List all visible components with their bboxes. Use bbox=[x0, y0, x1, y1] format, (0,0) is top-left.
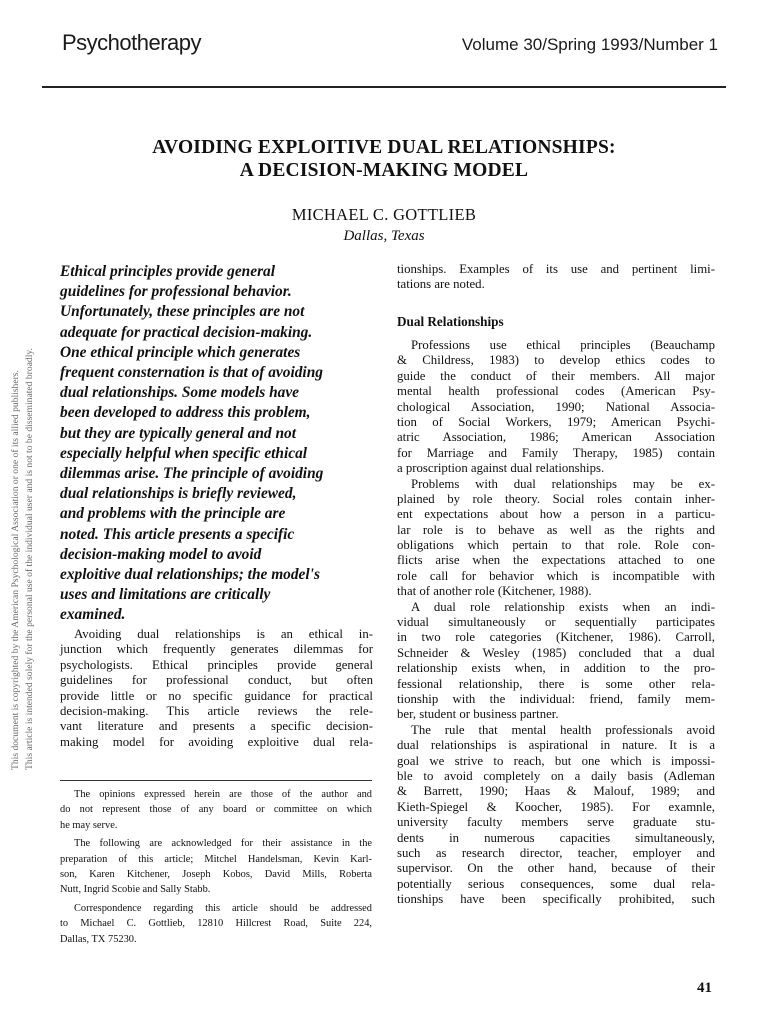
footnote-line: son, Karen Kitchener, Joseph Kobos, David Mills, Roberta bbox=[60, 868, 372, 880]
copyright-notice bbox=[4, 240, 40, 770]
copyright-notice-line-2: This article is intended solely for the personal use of the individual user and is not to be disseminated broadly. bbox=[24, 348, 35, 770]
intro-line: guidelines for professional conduct, but often bbox=[60, 673, 373, 688]
footnote-fn3 bbox=[60, 903, 372, 949]
abstract-line: Unfortunately, these principles are not bbox=[60, 303, 305, 321]
body-line: lar role is to behave as well as the rights and bbox=[397, 522, 715, 537]
abstract-line: frequent consternation is that of avoiding bbox=[60, 364, 323, 382]
body-line: flicts arise when the expectations attached to one bbox=[397, 553, 715, 568]
footnote-fn1 bbox=[60, 789, 372, 835]
intro-line: psychologists. Ethical principles provide general bbox=[60, 657, 373, 672]
article-title bbox=[40, 136, 728, 182]
body-line: Kieth-Spiegel & Koocher, 1985). For examnle, bbox=[397, 799, 715, 814]
body-line: tionships have been specifically prohibited, such bbox=[397, 892, 715, 907]
body-line: for Marriage and Family Therapy, 1985) contain bbox=[397, 445, 715, 460]
body-paragraph bbox=[397, 723, 715, 908]
abstract-line: been developed to address this problem, bbox=[60, 404, 311, 422]
footnote-line: The opinions expressed herein are those of the author and bbox=[74, 789, 372, 800]
body-line: relationship exists when, in addition to the pro- bbox=[397, 661, 715, 676]
body-line: The rule that mental health professionals avoid bbox=[411, 722, 715, 737]
title-line-1: AVOIDING EXPLOITIVE DUAL RELATIONSHIPS: bbox=[152, 137, 616, 158]
footnote-line: do not represent those of any board or committee on which bbox=[60, 804, 372, 816]
body-line: potentially serious consequences, some dual rela- bbox=[397, 876, 715, 891]
intro-paragraph bbox=[60, 627, 373, 750]
footnote-line: Dallas, TX 75230. bbox=[60, 933, 137, 945]
body-line: plained by role theory. Social roles contain inher- bbox=[397, 491, 715, 506]
footnotes bbox=[60, 789, 372, 952]
body-line: ent expectations about how a person in a particu- bbox=[397, 507, 715, 522]
abstract-line: examined. bbox=[60, 606, 126, 624]
body-line: that of another role (Kitchener, 1988). bbox=[397, 584, 592, 599]
abstract bbox=[60, 262, 370, 626]
abstract-line: uses and limitations are critically bbox=[60, 586, 271, 604]
intro-line: vant literature and presents a specific decision- bbox=[60, 719, 373, 734]
body-paragraph bbox=[397, 477, 715, 600]
abstract-line: adequate for practical decision-making. bbox=[60, 323, 313, 341]
intro-line: making model for avoiding exploitive dual rela- bbox=[60, 734, 373, 749]
intro-line: provide little or no specific guidance for practical bbox=[60, 688, 373, 703]
body-line: supervisor. On the other hand, because of their bbox=[397, 861, 715, 876]
body-line: obligations which pertain to that role. Role con- bbox=[397, 538, 715, 553]
abstract-line: dual relationships. Some models have bbox=[60, 384, 300, 402]
abstract-line: dual relationships is briefly reviewed, bbox=[60, 485, 297, 503]
body-line: vidual simultaneously or sequentially participates bbox=[397, 615, 715, 630]
body-line: role call for behavior which is incompatible with bbox=[397, 568, 715, 583]
body-line: such as research director, teacher, employer and bbox=[397, 845, 715, 860]
abstract-line: dilemmas arise. The principle of avoiding bbox=[60, 465, 324, 483]
body-line: chological Association, 1990; National Associa- bbox=[397, 399, 715, 414]
header-rule bbox=[42, 86, 726, 88]
intro-continuation bbox=[397, 262, 715, 293]
body-line: dual relationships is aspirational in nature. It is a bbox=[397, 738, 715, 753]
abstract-line: and problems with the principle are bbox=[60, 505, 286, 523]
body-line: mental health professional codes (American Psy- bbox=[397, 384, 715, 399]
body-line: guide the conduct of their members. All major bbox=[397, 368, 715, 383]
body-line: tionships. Examples of its use and pertinent limi- bbox=[397, 262, 715, 276]
footnote-line: he may serve. bbox=[60, 819, 118, 831]
body-line: A dual role relationship exists when an indi- bbox=[411, 599, 715, 614]
intro-line: junction which frequently generates dilemmas for bbox=[60, 642, 373, 657]
title-line-2: A DECISION-MAKING MODEL bbox=[239, 160, 529, 181]
footnote-line: Correspondence regarding this article should be addressed bbox=[74, 902, 372, 914]
body-line: tionship with the individual: friend, family mem- bbox=[397, 691, 715, 706]
intro-line: Avoiding dual relationships is an ethical in- bbox=[74, 627, 373, 641]
abstract-line: but they are typically general and not bbox=[60, 424, 296, 442]
abstract-line: especially helpful when specific ethical bbox=[60, 444, 308, 462]
body-line: dents in numerous capacities simultaneously, bbox=[397, 830, 715, 845]
abstract-line: Ethical principles provide general bbox=[60, 263, 276, 280]
page-number: 41 bbox=[697, 980, 712, 996]
body-line: Professions use ethical principles (Beauchamp bbox=[411, 338, 715, 352]
body-line: Schneider & Wesley (1985) concluded that a dual bbox=[397, 645, 715, 660]
dual-relationships-section bbox=[397, 338, 715, 907]
body-line: tations are noted. bbox=[397, 277, 485, 292]
abstract-line: One ethical principle which generates bbox=[60, 343, 301, 361]
body-line: fessional relationship, there is some other rela- bbox=[397, 676, 715, 691]
abstract-line: decision-making model to avoid bbox=[60, 545, 262, 563]
body-line: ble to avoid completely on a daily basis (Adleman bbox=[397, 768, 715, 783]
body-line: Problems with dual relationships may be ex- bbox=[411, 476, 715, 491]
body-line: a proscription against dual relationships. bbox=[397, 461, 605, 476]
footnote-fn2 bbox=[60, 838, 372, 900]
body-line: tion of Social Workers, 1979; American Psychi- bbox=[397, 414, 715, 429]
body-paragraph bbox=[397, 338, 715, 477]
footnote-line: to Michael C. Gottlieb, 12810 Hillcrest Road, Suite 224, bbox=[60, 918, 372, 930]
body-line: atric Association, 1986; American Association bbox=[397, 430, 715, 445]
abstract-line: noted. This article presents a specific bbox=[60, 525, 295, 543]
footnote-line: Nutt, Ingrid Scobie and Sally Stabb. bbox=[60, 884, 211, 896]
footnote-line: The following are acknowledged for their assistance in the bbox=[74, 838, 372, 850]
body-line: ber, student or business partner. bbox=[397, 707, 559, 722]
author-affiliation: Dallas, Texas bbox=[343, 228, 425, 244]
body-line: & Barrett, 1990; Haas & Malouf, 1989; and bbox=[397, 784, 715, 799]
journal-name: Psychotherapy bbox=[62, 30, 202, 55]
copyright-notice-line-1: This document is copyrighted by the American Psychological Association or one of its allied publishers. bbox=[10, 370, 21, 770]
body-line: & Childress, 1983) to develop ethics codes to bbox=[397, 353, 715, 368]
section-heading: Dual Relationships bbox=[397, 314, 504, 329]
body-line: goal we strive to reach, but one which is impossi- bbox=[397, 753, 715, 768]
body-paragraph bbox=[397, 600, 715, 723]
body-line: in two role categories (Kitchener, 1986). Carroll, bbox=[397, 630, 715, 645]
footnote-line: preparation of this article; Mitchel Handelsman, Kevin Karl- bbox=[60, 853, 372, 865]
abstract-line: guidelines for professional behavior. bbox=[60, 283, 292, 301]
body-line: university faculty members serve graduate stu- bbox=[397, 815, 715, 830]
abstract-line: exploitive dual relationships; the model's bbox=[60, 566, 320, 584]
footnote-rule bbox=[60, 780, 372, 781]
issue-info: Volume 30/Spring 1993/Number 1 bbox=[461, 35, 718, 54]
intro-line: decision-making. This article reviews the rele- bbox=[60, 703, 373, 718]
author-name: MICHAEL C. GOTTLIEB bbox=[291, 205, 477, 224]
